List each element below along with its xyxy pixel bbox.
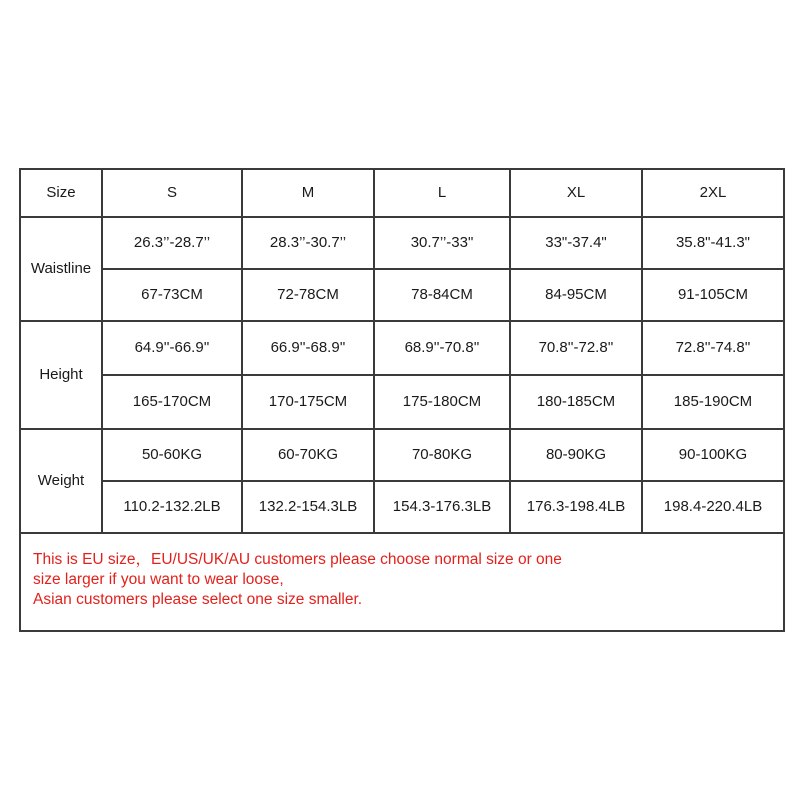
table-cell: 26.3’’-28.7’’ (102, 217, 242, 269)
size-note-line-1: This is EU size，EU/US/UK/AU customers please choose normal size or one (33, 551, 562, 568)
header-cell-m: M (242, 169, 374, 217)
table-cell: 66.9''-68.9'' (242, 321, 374, 375)
table-cell: 64.9''-66.9'' (102, 321, 242, 375)
table-cell: 50-60KG (102, 429, 242, 481)
row-label-height: Height (20, 321, 102, 429)
size-chart-table (19, 168, 785, 632)
table-cell: 70.8''-72.8'' (510, 321, 642, 375)
table-cell: 60-70KG (242, 429, 374, 481)
table-cell: 67-73CM (102, 269, 242, 321)
header-cell-l: L (374, 169, 510, 217)
table-cell: 84-95CM (510, 269, 642, 321)
waistline-cm-row (20, 269, 784, 321)
height-inch-row (20, 321, 784, 375)
table-cell: 90-100KG (642, 429, 784, 481)
header-cell-s: S (102, 169, 242, 217)
table-cell: 35.8"-41.3" (642, 217, 784, 269)
header-row (20, 169, 784, 217)
table-cell: 30.7’’-33" (374, 217, 510, 269)
table-cell: 110.2-132.2LB (102, 481, 242, 533)
note-cell (20, 533, 784, 631)
table-cell: 165-170CM (102, 375, 242, 429)
note-row (20, 533, 784, 631)
table-cell: 180-185CM (510, 375, 642, 429)
table-cell: 33"-37.4" (510, 217, 642, 269)
table-cell: 154.3-176.3LB (374, 481, 510, 533)
size-note (21, 534, 783, 610)
weight-kg-row (20, 429, 784, 481)
table-cell: 198.4-220.4LB (642, 481, 784, 533)
table-cell: 132.2-154.3LB (242, 481, 374, 533)
table-cell: 91-105CM (642, 269, 784, 321)
table-cell: 185-190CM (642, 375, 784, 429)
table-cell: 78-84CM (374, 269, 510, 321)
header-cell-2xl: 2XL (642, 169, 784, 217)
header-cell-xl: XL (510, 169, 642, 217)
table-cell: 28.3’’-30.7’’ (242, 217, 374, 269)
row-label-waistline: Waistline (20, 217, 102, 321)
size-note-line-2: size larger if you want to wear loose, (33, 571, 284, 589)
height-cm-row (20, 375, 784, 429)
table-cell: 70-80KG (374, 429, 510, 481)
table-cell: 68.9''-70.8'' (374, 321, 510, 375)
table-cell: 72-78CM (242, 269, 374, 321)
table-cell: 176.3-198.4LB (510, 481, 642, 533)
weight-lb-row (20, 481, 784, 533)
table-cell: 72.8''-74.8'' (642, 321, 784, 375)
waistline-inch-row (20, 217, 784, 269)
table-cell: 175-180CM (374, 375, 510, 429)
row-label-weight: Weight (20, 429, 102, 533)
header-cell-size: Size (20, 169, 102, 217)
table-cell: 170-175CM (242, 375, 374, 429)
size-note-line-3: Asian customers please select one size smaller. (33, 591, 363, 609)
table-cell: 80-90KG (510, 429, 642, 481)
